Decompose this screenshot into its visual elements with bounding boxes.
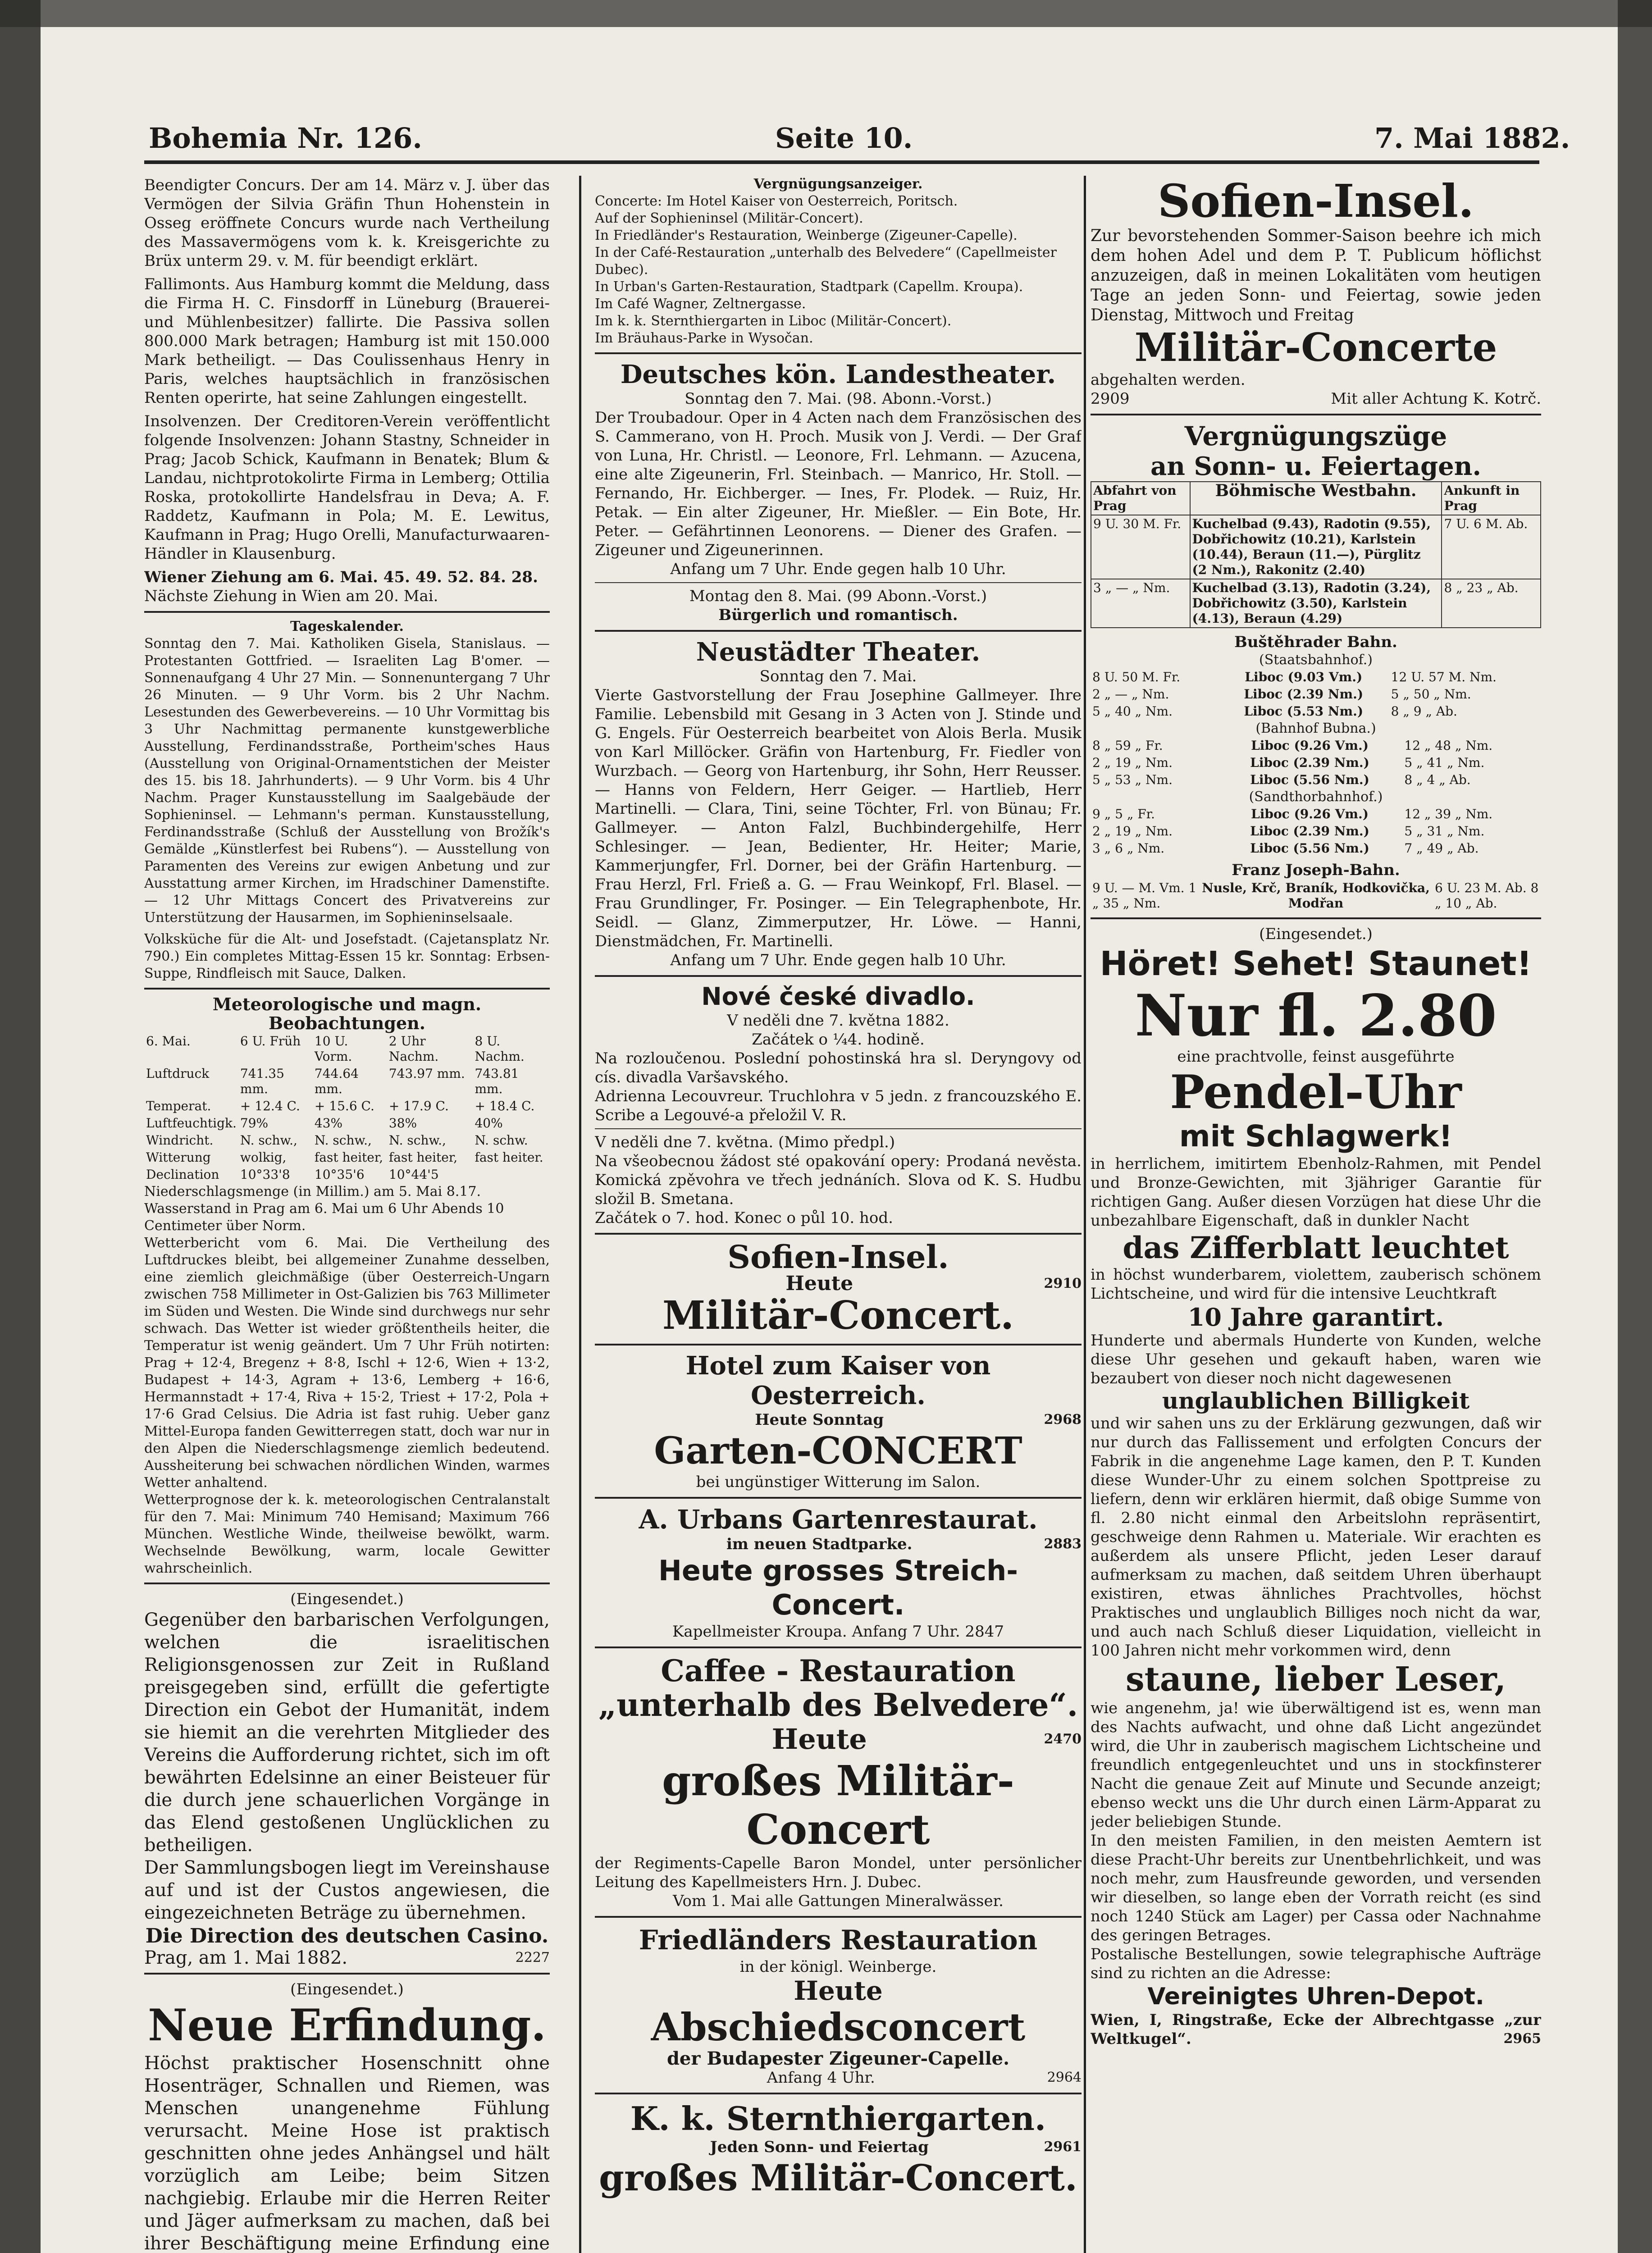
- theatre-title-landestheater: Deutsches kön. Landestheater.: [620, 360, 1056, 389]
- list-item: In der Café-Restauration „unterhalb des Belvedere“ (Capellmeister Dubec).: [595, 245, 1057, 278]
- table-row: [1091, 771, 1541, 789]
- ad-sofieninsel-kotrc-main: Militär-Concerte: [1134, 325, 1497, 370]
- divider: [1091, 414, 1541, 415]
- trains-cell: 8 „ 4 „ Ab.: [1404, 772, 1471, 787]
- meteo-cell: fast heiter,: [314, 1150, 383, 1165]
- ad-urban-note: Kapellmeister Kroupa. Anfang 7 Uhr. 2847: [672, 1623, 1004, 1641]
- trains-bustehrad-title: Buštěhrader Bahn.: [1234, 633, 1397, 651]
- trains-table-westbahn: [1091, 481, 1541, 628]
- ad-title-erfindung: Neue Erfindung.: [148, 2000, 546, 2051]
- ad-friedlaender-title: Friedländers Restauration: [639, 1925, 1038, 1956]
- trains-cell: Liboc (2.39 Nm.): [1250, 755, 1369, 770]
- header-left: Bohemia Nr. 126.: [149, 122, 423, 155]
- table-row: [144, 1115, 550, 1132]
- trains-cell: Liboc (9.26 Vm.): [1251, 807, 1369, 821]
- trains-cell: 12 „ 39 „ Nm.: [1404, 807, 1493, 821]
- trains-table-bustehrad-1: [1091, 669, 1541, 720]
- meteo-water: Wasserstand in Prag am 6. Mai um 6 Uhr Abends 10 Centimeter über Norm.: [144, 1201, 504, 1234]
- ad-number: 2909: [1091, 390, 1130, 408]
- table-row: [1091, 703, 1541, 720]
- meteo-cell: N. schw.: [475, 1133, 528, 1148]
- ad-number: 2227: [515, 1950, 550, 1966]
- trains-station: (Sandthorbahnhof.): [1249, 789, 1383, 805]
- list-item: In Urban's Garten-Restauration, Stadtpark (Capellm. Kroupa).: [595, 279, 1023, 295]
- ad-uhr-product-sub: mit Schlagwerk!: [1179, 1119, 1453, 1154]
- column-left: [144, 176, 550, 2253]
- meteo-cell: + 17.9 C.: [388, 1099, 449, 1113]
- trains-head-cell: Ankunft in Prag: [1442, 482, 1541, 515]
- trains-head-cell: Abfahrt von Prag: [1091, 482, 1190, 515]
- ad-erfindung-text: Höchst praktischer Hosenschnitt ohne Hosenträger, Schnallen und Riemen, was Menschen unangenehme Fühlung verursacht. Meine Hose ist praktisch geschnitten ohne jedes Anhängsel und hält vorzüglich am Leibe; beim Sitzen nachgiebig. Erlaube mir die Herren Reiter und Jäger aufmerksam zu machen, daß bei ihrer Beschäftigung meine Erfindung eine: [144, 2053, 550, 2253]
- theatre-date: Sonntag den 7. Mai. (98. Abonn.-Vorst.): [685, 390, 992, 408]
- list-item: In Friedländer's Restauration, Weinberge (Zigeuner-Capelle).: [595, 228, 1018, 243]
- ad-number: 2470: [1044, 1731, 1082, 1747]
- header-right: 7. Mai 1882.: [1374, 122, 1570, 155]
- ad-uhr-text: Postalische Bestellungen, sowie telegraphische Aufträge sind zu richten an die Adresse:: [1091, 1945, 1541, 1982]
- trains-cell: 2 „ 19 „ Nm.: [1092, 755, 1173, 770]
- ad-urban-title: A. Urbans Gartenrestaurat.: [639, 1504, 1038, 1535]
- table-row: [144, 1065, 550, 1098]
- meteo-head-cell: 6. Mai.: [146, 1034, 191, 1049]
- ad-number: 2964: [1047, 2070, 1082, 2085]
- lottery-next: Nächste Ziehung in Wien am 20. Mai.: [144, 587, 438, 605]
- ad-number: 2961: [1044, 2139, 1082, 2155]
- appeal-text: Gegenüber den barbarischen Verfolgungen, welchen die israelitischen Religionsgenossen zur Zeit in Rußland preisgegeben sind, erfüllt die gefertigte Direction ein Gebot der Humanität, indem sie hiemit an die verehrten Mitglieder des Vereins die Aufforderung richtet, sich im oft bewährten Edelsinne an einer Beisteuer für die durch jene schauerlichen Vorgänge in das Elend gestoßenen Unglücklichen zu betheiligen.: [144, 1610, 550, 1856]
- meteo-cell: Declination: [146, 1167, 219, 1182]
- ad-caffee-heute-line: [595, 1722, 1082, 1756]
- meteo-rain: Niederschlagsmenge (in Millim.) am 5. Mai 8.17.: [144, 1184, 481, 1199]
- ad-uhr-text: und wir sahen uns zu der Erklärung gezwungen, daß wir nur durch das Fallissement und erfolgten Concurs der Fabrik in die angenehme Lage kamen, den P. T. Kunden diese Wunder-Uhr zu einem solchen Spottpreise zu liefern, denn wir erklären hiermit, daß obige Summe von fl. 2.80 nicht einmal den Arbeitslohn repräsentirt, geschweige denn Rahmen u. Materiale. Wir erachten es außerdem als unsere Pflicht, jeden Leser darauf aufmerksam zu machen, daß seitdem Uhren überhaupt existiren, etwas ähnliches Prachtvolles, höchst Praktisches und unglaublich Billiges noch nicht da war, und auch nach Schluß dieser Liquidation, vielleicht in 100 Jahren nicht mehr vorkommen wird, denn: [1091, 1414, 1541, 1660]
- meteo-forecast: Wetterprognose der k. k. meteorologischen Centralanstalt für den 7. Mai: Minimum 740 Hemisand; Maximum 766 München. Westliche Winde, theilweise bewölkt, warm. Wechselnde Bewölkung, warm, locale Gewitter wahrscheinlich.: [144, 1492, 550, 1576]
- meteo-head-cell: 8 U. Nachm.: [475, 1034, 525, 1064]
- article-fallimonts: Fallimonts. Aus Hamburg kommt die Meldung, dass die Firma H. C. Finsdorff in Lüneburg (Brauerei- und Mühlenbesitzer) fallirte. Die Passiva sollen 800.000 Mark betragen; Hamburg ist mit 150.000 Mark betheiligt. — Das Coulissenhaus Henry in Paris, welches hauptsächlich in französischen Renten operirte, hat seine Zahlungen eingestellt.: [144, 275, 550, 407]
- ad-sternthiergarten-main: großes Militär-Concert.: [599, 2157, 1077, 2199]
- ad-caffee-heute: Heute: [771, 1723, 867, 1756]
- trains-cell: 7 U. 6 M. Ab.: [1442, 515, 1541, 579]
- ad-number: 2968: [1044, 1412, 1082, 1428]
- appeal-text-2: Der Sammlungsbogen liegt im Vereinshause auf und ist der Custos angewiesen, die eingezeichneten Beträge zu übernehmen.: [144, 1857, 550, 1923]
- ad-sofieninsel-kotrc-sig-line: [1091, 389, 1541, 408]
- table-row: [144, 1166, 550, 1183]
- article-insolvenzen: Insolvenzen. Der Creditoren-Verein veröffentlicht folgende Insolvenzen: Johann Stastny, Schneider in Prag; Jacob Schick, Kaufmann in Benatek; Blum & Landau, nichtprotokolirte Firma in Lemberg; Ottilia Roska, protokollirte Handelsfrau in Deva; A. F. Raddetz, Kaufmann in Pola; M. E. Lewitus, Kaufmann in Prag; Hugo Orelli, Manufacturwaaren-Händler in Klausenburg.: [144, 412, 550, 563]
- scan-border-top: [0, 0, 1652, 27]
- trains-cell: 8 U. 50 M. Fr.: [1092, 670, 1181, 684]
- ad-caffee-title: Caffee - Restauration: [661, 1653, 1016, 1688]
- trains-fjb-title: Franz Joseph-Bahn.: [1232, 861, 1400, 879]
- list-item: Im Bräuhaus-Parke in Wysočan.: [595, 330, 813, 346]
- ad-uhr-depot: Vereinigtes Uhren-Depot.: [1147, 1983, 1484, 2010]
- ad-uhr-address-line: [1091, 2011, 1541, 2048]
- theatre-program: Vierte Gastvorstellung der Frau Josephine Gallmeyer. Ihre Familie. Lebensbild mit Gesang in 3 Acten von J. Stinde und G. Engels. Für Oesterreich bearbeitet von Alois Berla. Musik von Karl Millöcker. Gräfin von Hartenburg, Fr. Fiedler von Wurzbach. — Georg von Hartenburg, ihr Sohn, Herr Reusser. — Hanns von Feldern, Herr Geiger. — Hartlieb, Herr Martinelli. — Clara, Tini, seine Töchter, Frl. von Bünau; Fr. Gallmeyer. — Anton Falzl, Buchbindergehilfe, Herr Schlesinger. — Jean, Bedienter, Hr. Heiter; Marie, Kammerjungfer, Frl. Dorner, bei der Gräfin Hartenburg. — Frau Herzl, Frl. Frieß a. G. — Frau Weinkopf, Frl. Blasel. — Frau Grundlinger, Fr. Posinger. — Ein Telegraphenbote, Hr. Seidl. — Glanz, Zimmerputzer, Hr. Löwe. — Hanni, Dienstmädchen, Fr. Martinelli.: [595, 686, 1082, 950]
- table-row: [1091, 686, 1541, 703]
- ad-uhr-intro: eine prachtvolle, feinst ausgeführte: [1177, 1048, 1455, 1066]
- verg-title: Vergnügungsanzeiger.: [753, 176, 923, 192]
- meteo-report: Wetterbericht vom 6. Mai. Die Vertheilung des Luftdruckes bleibt, bei allgemeiner Zunahme desselben, eine ziemlich gleichmäßige (über Oesterreich-Ungarn zwischen 758 Millimeter in Ost-Galizien bis 763 Millimeter im Süden und Westen. Die Winde sind durchwegs nur sehr schwach. Das Wetter ist wieder größtentheils heiter, die Temperatur ist wenig geändert. Um 7 Uhr Früh notirten: Prag + 12·4, Bregenz + 8·8, Ischl + 12·6, Wien + 13·2, Budapest + 14·3, Agram + 13·6, Lemberg + 16·6, Hermannstadt + 17·4, Riva + 15·2, Triest + 17·2, Pola + 17·6 Grad Celsius. Die Adria ist fast ruhig. Ueber ganz Mittel-Europa fanden Gewitterregen statt, doch war nur in den Alpen die Niederschlagsmenge ziemlich bedeutend. Aussheiterung bei schwachen nördlichen Winden, warmes Wetter anhaltend.: [144, 1235, 550, 1491]
- divider: [595, 630, 1082, 632]
- article-concurs: Beendigter Concurs. Der am 14. März v. J. über das Vermögen der Silvia Gräfin Thun Hohenstein in Osseg eröffnete Concurs wurde nach Vertheilung des Massavermögens vom k. k. Kreisgerichte zu Brüx unterm 29. v. M. für beendigt erklärt.: [144, 176, 550, 270]
- trains-cell: 5 „ 40 „ Nm.: [1092, 704, 1173, 719]
- trains-cell: 8 „ 9 „ Ab.: [1391, 704, 1457, 719]
- trains-station: (Staatsbahnhof.): [1259, 652, 1373, 668]
- theatre-next-play: Bürgerlich und romantisch.: [718, 606, 958, 624]
- meteo-cell: Luftdruck: [146, 1066, 210, 1081]
- meteo-head-cell: 10 U. Vorm.: [314, 1034, 352, 1064]
- meteo-cell: + 15.6 C.: [314, 1099, 374, 1113]
- meteo-title: Meteorologische und magn. Beobachtungen.: [212, 994, 482, 1033]
- ad-uhr-text: In den meisten Familien, in den meisten Aemtern ist diese Pracht-Uhr bereits zur Unentbehrlichkeit, und was noch mehr, zum Hausfreunde geworden, und versenden wir dieselben, so lange eben der Vorrath reicht (es sind noch 1240 Stück am Lager) per Cassa oder Nachnahme des geringen Betrages.: [1091, 1832, 1541, 1944]
- trains-table-bustehrad-3: [1091, 806, 1541, 857]
- scan-border-right: [1618, 0, 1652, 2253]
- ad-sofieninsel-main: Militär-Concert.: [662, 1293, 1014, 1338]
- table-row: [1091, 515, 1541, 579]
- table-row: [1091, 806, 1541, 823]
- theatre-title-neustaedter: Neustädter Theater.: [696, 637, 981, 667]
- meteo-cell: wolkig,: [240, 1150, 287, 1165]
- theatre-start: Začátek o ¼4. hodině.: [752, 1031, 925, 1049]
- theatre-next-date: Montag den 8. Mai. (99 Abonn.-Vorst.): [689, 587, 987, 605]
- ad-hotel-main: Garten-CONCERT: [654, 1429, 1022, 1473]
- meteo-cell: fast heiter.: [475, 1150, 543, 1165]
- meteo-cell: N. schw.,: [314, 1133, 372, 1148]
- trains-table-bustehrad-2: [1091, 737, 1541, 789]
- ad-heute: Heute: [785, 1272, 853, 1295]
- trains-cell: Liboc (2.39 Nm.): [1250, 824, 1369, 839]
- trains-sub: an Sonn- u. Feiertagen.: [1150, 452, 1482, 481]
- trains-cell: 5 „ 41 „ Nm.: [1404, 755, 1485, 770]
- ad-sofieninsel-title: Sofien-Insel.: [727, 1238, 949, 1276]
- trains-cell: 12 „ 48 „ Nm.: [1404, 738, 1493, 753]
- meteo-head-cell: 6 U. Früh: [240, 1034, 301, 1049]
- ad-sofieninsel-kotrc-note: abgehalten werden.: [1091, 371, 1246, 389]
- meteo-cell: 743.81 mm.: [475, 1066, 519, 1096]
- meteo-cell: 38%: [388, 1116, 417, 1131]
- ad-heute-line: [595, 1274, 1082, 1293]
- meteo-cell: 741.35 mm.: [240, 1066, 284, 1096]
- divider: [595, 582, 1082, 583]
- trains-cell: Liboc (2.39 Nm.): [1244, 687, 1364, 702]
- trains-cell: Liboc (5.56 Nm.): [1250, 772, 1369, 787]
- ad-uhr-text: in herrlichem, imitirtem Ebenholz-Rahmen, mit Pendel und Bronze-Gewichten, mit 3jähriger Garantie für richtigen Gang. Außer diesen Vorzügen hat diese Uhr die unbezahlbare Eigenschaft, daß in dunkler Nacht: [1091, 1155, 1541, 1230]
- trains-head-cell: Böhmische Westbahn.: [1190, 482, 1442, 515]
- ad-sofieninsel-kotrc-sig: Mit aller Achtung K. Kotrč.: [1331, 390, 1541, 408]
- table-row: [1091, 754, 1541, 771]
- trains-cell: 6 U. 23 M. Ab. 8 „ 10 „ Ab.: [1435, 880, 1539, 911]
- table-row: [144, 1098, 550, 1115]
- trains-cell: Nusle, Krč, Braník, Hodkovička, Modřan: [1202, 880, 1430, 911]
- theatre-program: Der Troubadour. Oper in 4 Acten nach dem Französischen des S. Cammerano, von H. Proch. Musik von J. Verdi. — Der Graf von Luna, Hr. Christl. — Leonore, Frl. Lehmann. — Azucena, eine alte Zigeunerin, Frl. Steinbach. — Manrico, Hr. Stoll. — Fernando, Hr. Eichberger. — Ines, Fr. Plodek. — Ruiz, Hr. Petak. — Ein alter Zigeuner, Hr. Mießler. — Ein Bote, Hr. Peter. — Gefährtinnen Leonorens. — Diener des Grafen. — Zigeuner und Zigeunerinnen.: [595, 409, 1082, 559]
- table-row: [1091, 579, 1541, 628]
- meteo-cell: Luftfeuchtigk.: [146, 1116, 237, 1131]
- theatre-program: Na rozloučenou. Poslední pohostinská hra sl. Deryngovy od cís. divadla Varšavského.: [595, 1049, 1082, 1086]
- ad-caffee-main: großes Militär-Concert: [662, 1756, 1014, 1854]
- ad-uhr-cheap: unglaublichen Billigkeit: [1162, 1387, 1470, 1414]
- ad-urban-main: Heute grosses Streich-Concert.: [658, 1554, 1018, 1621]
- ad-friedlaender-body: der Budapester Zigeuner-Capelle.: [666, 2048, 1010, 2069]
- ad-urban-sub-line: [595, 1535, 1082, 1554]
- ad-sofieninsel-kotrc-body: Zur bevorstehenden Sommer-Saison beehre ich mich dem hohen Adel und dem P. T. Publicum höflichst anzuzeigen, daß in meinen Lokalitäten vom heutigen Tage an jeden Sonn- und Feiertag, sowie jeden Dienstag, Mittwoch und Freitag: [1091, 227, 1541, 324]
- lottery-draw: Wiener Ziehung am 6. Mai. 45. 49. 52. 84. 28.: [144, 568, 538, 586]
- divider: [144, 1583, 550, 1584]
- meteo-cell: 744.64 mm.: [314, 1066, 359, 1096]
- ad-sternthiergarten-title: K. k. Sternthiergarten.: [630, 2099, 1046, 2138]
- divider: [595, 1128, 1082, 1129]
- meteo-cell: 10°33'8: [240, 1167, 290, 1182]
- trains-cell: 5 „ 53 „ Nm.: [1092, 772, 1173, 787]
- trains-cell: 5 „ 50 „ Nm.: [1391, 687, 1471, 702]
- table-row: [1091, 880, 1541, 912]
- ad-number: 2910: [1044, 1276, 1082, 1291]
- trains-cell: 8 „ 59 „ Fr.: [1092, 738, 1163, 753]
- meteo-cell: Witterung: [146, 1150, 211, 1165]
- scan-border-left: [0, 0, 41, 2253]
- meteo-cell: + 12.4 C.: [240, 1099, 300, 1113]
- theatre-date: V neděli dne 7. května 1882.: [727, 1012, 949, 1030]
- ad-friedlaender-sub: in der königl. Weinberge.: [739, 1958, 937, 1976]
- eingesendet-label: (Eingesendet.): [1259, 925, 1373, 943]
- trains-cell: Kuchelbad (3.13), Radotin (3.24), Dobřichowitz (3.50), Karlstein (4.13), Beraun (4.29): [1190, 579, 1442, 628]
- divider: [595, 1646, 1082, 1648]
- meteo-header-row: [144, 1033, 550, 1065]
- theatre-time: Anfang um 7 Uhr. Ende gegen halb 10 Uhr.: [670, 560, 1006, 578]
- ad-caffee-sub: „unterhalb des Belvedere“.: [598, 1686, 1078, 1724]
- trains-cell: Liboc (9.03 Vm.): [1245, 670, 1363, 684]
- ad-uhr-text: Hunderte und abermals Hunderte von Kunden, welche diese Uhr gesehen und gekauft haben, waren wie bezaubert von dieser noch nicht dagewesenen: [1091, 1332, 1541, 1387]
- meteo-cell: N. schw.,: [240, 1133, 297, 1148]
- ad-caffee-note: Vom 1. Mai alle Gattungen Mineralwässer.: [673, 1892, 1004, 1910]
- ad-friedlaender-heute: Heute: [794, 1975, 883, 2006]
- divider: [595, 975, 1082, 977]
- meteo-cell: N. schw.,: [388, 1133, 446, 1148]
- theatre-time: Začátek o 7. hod. Konec o půl 10. hod.: [595, 1209, 893, 1227]
- trains-cell: Liboc (5.56 Nm.): [1250, 841, 1369, 856]
- table-row: [1091, 840, 1541, 857]
- list-item: Im k. k. Sternthiergarten in Liboc (Militär-Concert).: [595, 313, 952, 329]
- meteo-cell: 743.97 mm.: [388, 1066, 465, 1081]
- ad-caffee-body: der Regiments-Capelle Baron Mondel, unter persönlicher Leitung des Kapellmeisters Hrn. J. Dubec.: [595, 1854, 1082, 1891]
- ad-urban-sub: im neuen Stadtparke.: [726, 1535, 913, 1553]
- trains-cell: 5 „ 31 „ Nm.: [1404, 824, 1485, 839]
- trains-cell: Liboc (9.26 Vm.): [1251, 738, 1369, 753]
- theatre-date: V neděli dne 7. května. (Mimo předpl.): [595, 1133, 895, 1151]
- meteo-cell: 43%: [314, 1116, 343, 1131]
- list-item: Im Café Wagner, Zeltnergasse.: [595, 296, 806, 312]
- ad-number: 2965: [1503, 2031, 1541, 2047]
- theatre-program: Na všeobecnou žádost sté opakování opery: Prodaná nevěsta. Komická zpěvohra ve třech jednáních. Slova od K. S. Hudbu složil B. Smetana.: [595, 1152, 1082, 1208]
- trains-cell: 9 U. — M. Vm. 1 „ 35 „ Nm.: [1092, 880, 1197, 911]
- trains-cell: 2 „ — „ Nm.: [1092, 687, 1169, 702]
- header-center: Seite 10.: [775, 122, 913, 155]
- ad-uhr-headline: Höret! Sehet! Staunet!: [1100, 944, 1532, 983]
- trains-cell: 9 „ 5 „ Fr.: [1092, 807, 1155, 821]
- eingesendet-label: (Eingesendet.): [290, 1590, 404, 1608]
- ad-uhr-price: Nur fl. 2.80: [1135, 982, 1497, 1049]
- divider: [595, 1233, 1082, 1235]
- ad-uhr-guarantee: 10 Jahre garantirt.: [1187, 1303, 1444, 1332]
- table-row: [1091, 737, 1541, 754]
- meteo-table: [144, 1033, 550, 1183]
- table-row: [1091, 823, 1541, 840]
- calendar-text: Sonntag den 7. Mai. Katholiken Gisela, Stanislaus. — Protestanten Gottfried. — Israeliten Lag B'omer. — Sonnenaufgang 4 Uhr 27 Min. — Sonnenuntergang 7 Uhr 26 Minuten. — 9 Uhr Vorm. bis 2 Uhr Nachm. Lesestunden des Gewerbevereins. — 10 Uhr Vormittag bis 3 Uhr Nachmittag permanente kunstgewerbliche Ausstellung, Ferdinandsstraße, Portheim'sches Haus (Ausstellung von Original-Ornamentstichen der Meister des 15. bis 18. Jahrhunderts). — 9 Uhr Vorm. bis 4 Uhr Nachm. Prager Kunstausstellung im Saalgebäude der Sophieninsel. — Lehmann's perman. Kunstausstellung, Ferdinandsstraße (Schluß der Ausstellung von Brožík's Gemälde „Künstlerfest bei Rubens“). — Ausstellung von Paramenten des Vereins zur ewigen Anbetung und zur Ausstattung armer Kirchen, im Hradschiner Damenstifte. — 12 Uhr Mittags Concert des Privatvereins zur Unterstützung der Hausarmen, im Sophieninselsaale.: [144, 636, 550, 926]
- divider: [595, 1497, 1082, 1499]
- calendar-title: Tageskalender.: [290, 619, 404, 634]
- meteo-cell: [473, 1166, 550, 1183]
- ad-uhr-address: Wien, I, Ringstraße, Ecke der Albrechtgasse „zur Weltkugel“.: [1091, 2011, 1541, 2048]
- list-item: Concerte: Im Hotel Kaiser von Oesterreich, Poritsch.: [595, 193, 958, 209]
- ad-friedlaender-note-line: [595, 2068, 1082, 2087]
- appeal-date: Prag, am 1. Mai 1882.: [144, 1947, 348, 1968]
- divider: [595, 1916, 1082, 1918]
- volkskueche-text: Volksküche für die Alt- und Josefstadt. (Cajetansplatz Nr. 790.) Ein completes Mittag-Essen 15 kr. Sonntag: Erbsen-Suppe, Rindfleisch mit Sauce, Dalken.: [144, 931, 550, 981]
- meteo-cell: 10°44'5: [388, 1167, 439, 1182]
- ad-sofieninsel-kotrc-title: Sofien-Insel.: [1158, 176, 1474, 228]
- meteo-cell: Windricht.: [146, 1133, 214, 1148]
- divider: [1091, 917, 1541, 919]
- ad-sternthiergarten-sub-line: [595, 2138, 1082, 2157]
- meteo-cell: + 18.4 C.: [475, 1099, 535, 1113]
- ad-sternthiergarten-sub: Jeden Sonn- und Feiertag: [710, 2138, 929, 2156]
- column-rule-2: [1084, 176, 1086, 2253]
- table-row: [1091, 482, 1541, 515]
- ad-hotel-sub: Heute Sonntag: [755, 1411, 884, 1429]
- ad-hotel-note: bei ungünstiger Witterung im Salon.: [696, 1473, 981, 1491]
- divider: [144, 988, 550, 990]
- theatre-play: Adrienna Lecouvreur. Truchlohra v 5 jedn. z francouzského E. Scribe a Legouvé-a přeložil V. R.: [595, 1087, 1082, 1124]
- eingesendet-label: (Eingesendet.): [290, 1980, 404, 1998]
- column-rule-1: [579, 176, 581, 2253]
- divider: [144, 1973, 550, 1975]
- list-item: Auf der Sophieninsel (Militär-Concert).: [595, 210, 863, 226]
- ad-number: 2883: [1044, 1536, 1082, 1552]
- appeal-date-line: [144, 1948, 550, 1967]
- trains-title: Vergnügungszüge: [1184, 421, 1447, 452]
- trains-cell: 3 „ 6 „ Nm.: [1092, 841, 1165, 856]
- meteo-cell: 79%: [240, 1116, 269, 1131]
- ad-hotel-title: Hotel zum Kaiser von Oesterreich.: [685, 1351, 991, 1410]
- trains-station: (Bahnhof Bubna.): [1255, 721, 1376, 736]
- table-row: [144, 1149, 550, 1166]
- header-rule: [144, 160, 1539, 164]
- divider: [595, 352, 1082, 354]
- table-row: [1091, 669, 1541, 686]
- trains-table-fjb: [1091, 880, 1541, 912]
- meteo-cell: 10°35'6: [314, 1167, 365, 1182]
- theatre-title-ceske: Nové české divadlo.: [701, 982, 975, 1011]
- trains-cell: 9 U. 30 M. Fr.: [1091, 515, 1190, 579]
- meteo-cell: fast heiter,: [388, 1150, 458, 1165]
- meteo-cell: 40%: [475, 1116, 503, 1131]
- trains-cell: 12 U. 57 M. Nm.: [1391, 670, 1497, 684]
- divider: [595, 1344, 1082, 1345]
- trains-cell: Kuchelbad (9.43), Radotin (9.55), Dobřichowitz (10.21), Karlstein (10.44), Beraun (11.—), Pürglitz (2 Nm.), Rakonitz (2.40): [1190, 515, 1442, 579]
- ad-uhr-text: in höchst wunderbarem, violettem, zauberisch schönem Lichtscheine, und wird für die intensive Leuchtkraft: [1091, 1266, 1541, 1303]
- ad-uhr-product: Pendel-Uhr: [1170, 1065, 1462, 1119]
- trains-cell: 7 „ 49 „ Ab.: [1404, 841, 1479, 856]
- trains-cell: Liboc (5.53 Nm.): [1244, 704, 1364, 719]
- trains-cell: 2 „ 19 „ Nm.: [1092, 824, 1173, 839]
- theatre-time: Anfang um 7 Uhr. Ende gegen halb 10 Uhr.: [670, 951, 1006, 969]
- column-middle: [595, 176, 1082, 2253]
- table-row: [144, 1132, 550, 1149]
- ad-uhr-staune: staune, lieber Leser,: [1125, 1660, 1506, 1699]
- theatre-date: Sonntag den 7. Mai.: [759, 667, 917, 685]
- ad-friedlaender-note: Anfang 4 Uhr.: [767, 2069, 875, 2087]
- ad-hotel-sub-line: [595, 1410, 1082, 1429]
- ad-uhr-text: wie angenehm, ja! wie überwältigend ist es, wenn man des Nachts aufwacht, und ohne daß Licht angezündet wird, die Uhr in zauberisch magischem Lichtscheine und freundlich entgegenleuchtet und uns in stockfinsterer Nacht die genaue Zeit auf Minute und Secunde anzeigt; ebenso weckt uns die Uhr durch einen Lärm-Apparat zu jeder beliebigen Stunde.: [1091, 1699, 1541, 1831]
- ad-friedlaender-main: Abschiedsconcert: [651, 2005, 1026, 2049]
- divider: [595, 2093, 1082, 2094]
- column-right: [1091, 176, 1541, 2253]
- appeal-signature: Die Direction des deutschen Casino.: [145, 1925, 549, 1947]
- ad-uhr-glow: das Zifferblatt leuchtet: [1123, 1230, 1509, 1265]
- meteo-head-cell: 2 Uhr Nachm.: [388, 1034, 439, 1064]
- trains-cell: 8 „ 23 „ Ab.: [1442, 579, 1541, 628]
- trains-cell: 3 „ — „ Nm.: [1091, 579, 1190, 628]
- meteo-cell: Temperat.: [146, 1099, 211, 1113]
- divider: [144, 611, 550, 613]
